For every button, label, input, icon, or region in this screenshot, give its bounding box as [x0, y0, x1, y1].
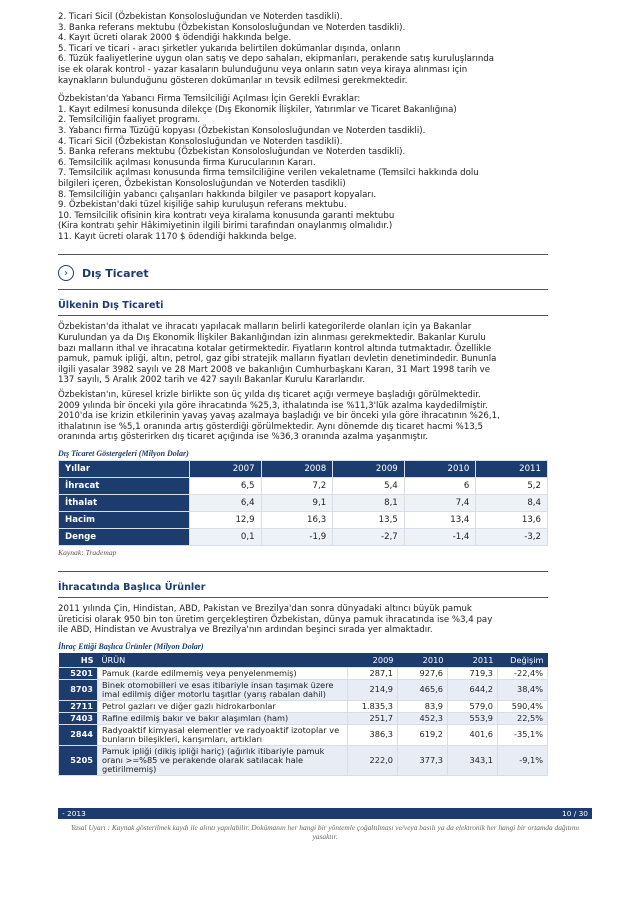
table-cell: -3,2: [476, 529, 548, 546]
trade-indicators-table: [58, 460, 548, 546]
list-item: 7. Temsilcilik açılması konusunda firma temsilciliğine verilen vekaletname (Temsilci hakkında dolu: [58, 168, 479, 179]
col-product: ÜRÜN: [98, 653, 348, 668]
list-item: 3. Yabancı firma Tüzüğü kopyası (Özbekistan Konsolosluğundan ve Noterden tasdikli).: [58, 125, 426, 136]
table-cell: 7,4: [404, 495, 476, 512]
list-item: 4. Ticari Sicil (Özbekistan Konsolosluğundan ve Noterden tasdikli).: [58, 136, 343, 147]
row-label: Denge: [59, 529, 190, 546]
table-row: [59, 667, 548, 679]
change-value: -22,4%: [498, 667, 548, 679]
table-cell: 6,5: [190, 478, 262, 495]
value-2011: 401,6: [448, 724, 498, 745]
requirements-list-top: [58, 12, 548, 86]
hs-code: 2844: [59, 724, 98, 745]
value-2010: 377,3: [398, 745, 448, 775]
table-cell: 6: [404, 478, 476, 495]
table-cell: 5,4: [333, 478, 405, 495]
section-heading: [58, 265, 548, 281]
year-header: 2010: [404, 461, 476, 478]
row-label: Hacim: [59, 512, 190, 529]
hs-code: 2711: [59, 700, 98, 712]
page-number: 10 / 30: [562, 809, 588, 818]
change-value: 22,5%: [498, 712, 548, 724]
list-item: 2. Temsilciliğin faaliyet programı.: [58, 115, 201, 126]
table-cell: 0,1: [190, 529, 262, 546]
value-2011: 719,3: [448, 667, 498, 679]
table-cell: 8,1: [333, 495, 405, 512]
main-exports-table: [58, 653, 548, 776]
list-item: ise ek olarak kontrol - yazar kasaların bulunduğunu veya onların satın veya kiraya alınması için: [58, 64, 468, 75]
subheading-exports: İhracatında Başlıca Ürünler: [58, 582, 206, 593]
table-row: [59, 529, 548, 546]
hs-code: 5205: [59, 745, 98, 775]
subheading-foreign-trade: Ülkenin Dış Ticareti: [58, 300, 164, 312]
section-title: Dış Ticaret: [82, 266, 149, 280]
value-2011: 579,0: [448, 700, 498, 712]
col-2010: 2010: [398, 653, 448, 668]
paragraph-2: Özbekistan'ın, küresel krizle birlikte son üç yılda dış ticaret açığı vermeye başladığı görülmektedir. 2009 yılında bir önceki yıla göre ihracatında %25,3, ithalatında ise %11,3'lük azalma kaydedilmiştir. 2010'da ise krizin etkilerinin yavaş yavaş azalmaya başladığı ve bir önceki yıla göre ihracatının %26,1, ithalatının ise %5,1 oranında artış gösterdiği görülmektedir. Aynı dönemde dış ticaret hacmi %13,5 oranında artış gösterirken dış ticaret açığında ise %36,3 oranında azalma yaşanmıştır.: [58, 390, 500, 443]
table-row: [59, 495, 548, 512]
year-header: 2008: [261, 461, 333, 478]
product-name: Pamuk (karde edilmemiş veya penyelenmemiş): [98, 667, 348, 679]
year-header: 2009: [333, 461, 405, 478]
table-cell: 7,2: [261, 478, 333, 495]
value-2010: 452,3: [398, 712, 448, 724]
value-2009: 1.835,3: [348, 700, 398, 712]
hs-code: 5201: [59, 667, 98, 679]
col-2011: 2011: [448, 653, 498, 668]
divider: [58, 315, 548, 316]
value-2011: 553,9: [448, 712, 498, 724]
value-2009: 251,7: [348, 712, 398, 724]
list-item: 4. Kayıt ücreti olarak 2000 $ ödendiği hakkında belge.: [58, 33, 292, 44]
product-name: Pamuk ipliği (dikiş ipliği hariç) (ağırlık itibariyle pamuk oranı >=%85 ve perakende olarak satılacak hale getirilmemiş): [98, 745, 348, 775]
table-row: [59, 478, 548, 495]
value-2010: 465,6: [398, 679, 448, 700]
table-cell: 6,4: [190, 495, 262, 512]
paragraph-1: Özbekistan'da ithalat ve ihracatı yapılacak malların belirli kategorilerde olanları için ya Bakanlar Kurulundan ya da Dış Ekonomik İlişkiler Bakanlığından izin alınması gerekmektedir. Bakanlar Kurulu bazı malların ithal ve ihracatına kotalar getirmektedir. Fiyatların kontrol altında tutmaktadır. Özellikle pamuk, pamuk ipliği, altın, petrol, gaz gibi stratejik malların fiyatları devletin denetimindedir. Bununla ilgili yasalar 3982 sayılı ve 28 Mart 2008 ve bakanlığın Cumhurbaşkanı Kararı, 31 Mart 1998 tarih ve 137 sayılı, 5 Aralık 2002 tarih ve 427 sayılı Bakanlar Kurulu Kararlarıdır.: [58, 322, 497, 386]
product-name: Petrol gazları ve diğer gazlı hidrokarbonlar: [98, 700, 348, 712]
divider: [58, 254, 548, 255]
divider: [58, 289, 548, 290]
table-cell: 13,5: [333, 512, 405, 529]
year-header: 2007: [190, 461, 262, 478]
list-item: 8. Temsilciliğin yabancı çalışanları hakkında bilgiler ve pasaport kopyaları.: [58, 189, 377, 200]
representative-docs-list: [58, 105, 548, 243]
table2-caption: İhraç Ettiği Başlıca Ürünler (Milyon Dolar): [58, 641, 204, 651]
value-2011: 343,1: [448, 745, 498, 775]
hs-code: 8703: [59, 679, 98, 700]
table-row: [59, 700, 548, 712]
hs-code: 7403: [59, 712, 98, 724]
rep-heading: Özbekistan'da Yabancı Firma Temsilciliği Açılması İçin Gerekli Evraklar:: [58, 94, 361, 105]
footer-bar: [58, 808, 592, 819]
value-2009: 222,0: [348, 745, 398, 775]
list-item: bilgileri içeren, Özbekistan Konsolosluğundan ve Noterden tasdikli): [58, 178, 346, 189]
table-row: [59, 679, 548, 700]
list-item: 6. Temsilcilik açılması konusunda firma Kurucularının Kararı.: [58, 157, 316, 168]
list-item: 3. Banka referans mektubu (Özbekistan Konsolosluğundan ve Noterden tasdikli).: [58, 22, 406, 33]
table-cell: 5,2: [476, 478, 548, 495]
table-cell: 8,4: [476, 495, 548, 512]
change-value: 38,4%: [498, 679, 548, 700]
list-item: 11. Kayıt ücreti olarak 1170 $ ödendiği hakkında belge.: [58, 231, 297, 242]
change-value: 590,4%: [498, 700, 548, 712]
table-cell: 9,1: [261, 495, 333, 512]
value-2010: 927,6: [398, 667, 448, 679]
value-2010: 83,9: [398, 700, 448, 712]
table-row: [59, 512, 548, 529]
years-header: Yıllar: [59, 461, 190, 478]
table-row: [59, 712, 548, 724]
legal-disclaimer: Yasal Uyarı : Kaynak gösterilmek kaydı ile alıntı yapılabilir. Dokümanın her hangi bir yöntemle çoğaltılması ve/veya basılı ya da elektronik her hangi bir ortamda dağıtımı yasaktır.: [70, 823, 580, 841]
col-2009: 2009: [348, 653, 398, 668]
col-change: Değişim: [498, 653, 548, 668]
paragraph-3: 2011 yılında Çin, Hindistan, ABD, Pakistan ve Brezilya'dan sonra dünyadaki altıncı büyük pamuk üreticisi olarak 950 bin ton üretim gerçekleştiren Özbekistan, dünya pamuk ihracatında ise %3,4 pay ile ABD, Hindistan ve Avustralya ve Brezilya'nın ardından beşinci sırada yer almaktadır.: [58, 604, 493, 636]
list-item: 10. Temsilcilik ofisinin kira kontratı veya kiralama konusunda garanti mektubu: [58, 210, 395, 221]
list-item: 6. Tüzük faaliyetlerine uygun olan satış ve depo sahaları, ekipmanları, perakende satış kuruluşlarında: [58, 54, 494, 65]
list-item: 5. Ticari ve ticari - aracı şirketler yukarıda belirtilen dokümanlar dışında, onların: [58, 43, 401, 54]
list-item: (Kira kontratı şehir Hâkimiyetinin ilgili birimi tarafından onaylanmış olmalıdır.): [58, 221, 393, 232]
value-2011: 644,2: [448, 679, 498, 700]
row-label: İhracat: [59, 478, 190, 495]
chevron-right-icon: ›: [58, 265, 74, 281]
table-cell: 16,3: [261, 512, 333, 529]
list-item: 1. Kayıt edilmesi konusunda dilekçe (Dış Ekonomik İlişkiler, Yatırımlar ve Ticaret Bakanlığına): [58, 104, 457, 115]
product-name: Binek otomobilleri ve esas itibariyle insan taşımak üzere imal edilmiş diğer motorlu taşıtlar (yarış rabalan dahil): [98, 679, 348, 700]
list-item: kaynakların bulunduğunu gösteren dokümanlar ın tevsik edilmesi gerekmektedir.: [58, 75, 408, 86]
change-value: -9,1%: [498, 745, 548, 775]
table-cell: -1,4: [404, 529, 476, 546]
table-cell: 12,9: [190, 512, 262, 529]
footer-year: - 2013: [62, 809, 86, 818]
divider: [58, 597, 548, 598]
table-cell: 13,6: [476, 512, 548, 529]
row-label: İthalat: [59, 495, 190, 512]
value-2010: 619,2: [398, 724, 448, 745]
year-header: 2011: [476, 461, 548, 478]
table1-caption: Dış Ticaret Göstergeleri (Milyon Dolar): [58, 449, 189, 458]
value-2009: 214,9: [348, 679, 398, 700]
list-item: 5. Banka referans mektubu (Özbekistan Konsolosluğundan ve Noterden tasdikli).: [58, 147, 406, 158]
table-row: [59, 745, 548, 775]
divider: [58, 571, 548, 572]
change-value: -35,1%: [498, 724, 548, 745]
table-cell: -2,7: [333, 529, 405, 546]
table-cell: -1,9: [261, 529, 333, 546]
product-name: Radyoaktif kimyasal elementler ve radyoaktif izotoplar ve bunların bileşikleri, karışımları, artıkları: [98, 724, 348, 745]
col-hs: HS: [59, 653, 98, 668]
list-item: 9. Özbekistan'daki tüzel kişiliğe sahip kuruluşun referans mektubu.: [58, 200, 347, 211]
value-2009: 386,3: [348, 724, 398, 745]
list-item: 2. Ticari Sicil (Özbekistan Konsolosluğundan ve Noterden tasdikli).: [58, 12, 343, 22]
value-2009: 287,1: [348, 667, 398, 679]
page-content: [58, 12, 548, 776]
table-row: [59, 724, 548, 745]
table1-source: Kaynak: Trademap: [58, 548, 117, 557]
product-name: Rafine edilmiş bakır ve bakır alaşımları (ham): [98, 712, 348, 724]
table-cell: 13,4: [404, 512, 476, 529]
